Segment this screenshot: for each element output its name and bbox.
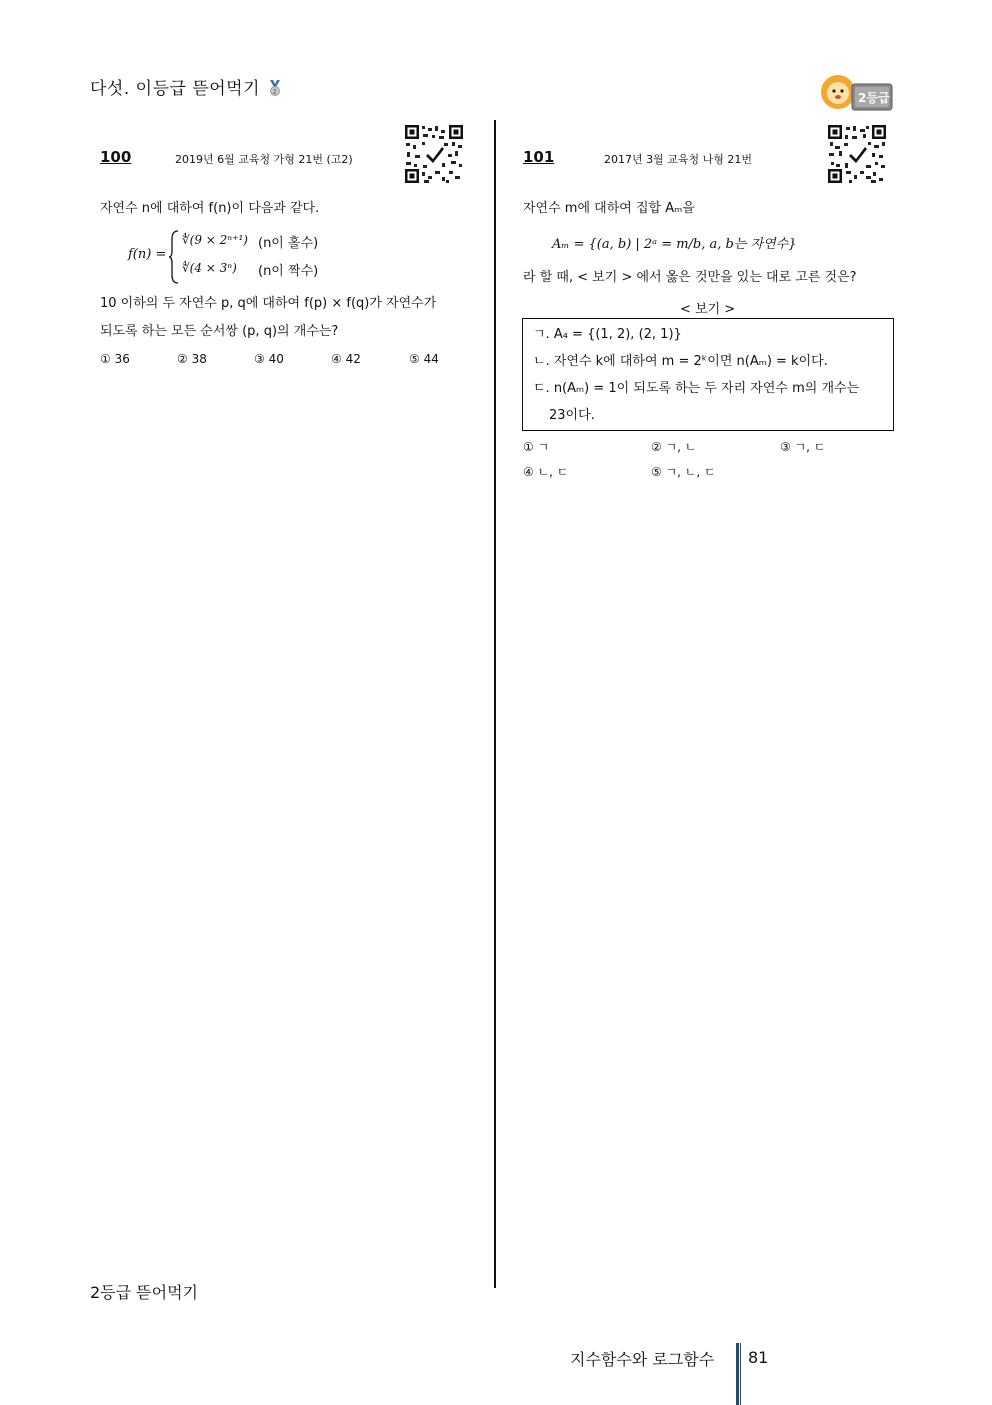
q100-choice-5[interactable]: ⑤ 44 [409, 352, 439, 366]
q100-choice-3[interactable]: ③ 40 [254, 352, 284, 366]
footer-book-title: 2등급 뜯어먹기 [90, 1283, 199, 1302]
q101-choice-4[interactable]: ④ ㄴ, ㄷ [523, 465, 569, 479]
question-number-100: 100 [100, 148, 132, 166]
chapter-title [90, 74, 281, 99]
q101-statement-line1: 자연수 m에 대하여 집합 Aₘ을 [523, 201, 695, 216]
q100-statement-line3: 되도록 하는 모든 순서쌍 (p, q)의 개수는? [100, 324, 339, 339]
q100-choice-1[interactable]: ① 36 [100, 352, 130, 366]
question-number-101: 101 [523, 148, 555, 166]
q100-statement-line1: 자연수 n에 대하여 f(n)이 다음과 같다. [100, 201, 320, 216]
q100-choice-4[interactable]: ④ 42 [331, 352, 361, 366]
qr-code-icon [404, 124, 464, 184]
q100-case1-expr: ∜(9 × 2ⁿ⁺¹) [182, 233, 248, 247]
bogi-box [522, 318, 894, 431]
q101-choice-2[interactable]: ② ㄱ, ㄴ [651, 440, 697, 454]
grade-badge: 2등급 [858, 91, 890, 105]
q101-set-definition: Aₘ = {(a, b) | 2ᵃ = m/b, a, b는 자연수} [552, 237, 797, 252]
column-divider [494, 120, 496, 1288]
question-source-100: 2019년 6월 교육청 가형 21번 (고2) [175, 153, 353, 166]
bogi-title: < 보기 > [680, 302, 736, 317]
q100-case2-cond: (n이 짝수) [258, 264, 319, 279]
q100-statement-line2: 10 이하의 두 자연수 p, q에 대하여 f(p) × f(q)가 자연수가 [100, 296, 437, 311]
q101-choice-3[interactable]: ③ ㄱ, ㄷ [780, 440, 826, 454]
qr-code-icon [827, 124, 887, 184]
bogi-item-3: ㄷ. n(Aₘ) = 1이 되도록 하는 두 자리 자연수 m의 개수는 [533, 381, 860, 396]
question-source-101: 2017년 3월 교육청 나형 21번 [604, 153, 752, 166]
bogi-item-1: ㄱ. A₄ = {(1, 2), (2, 1)} [533, 327, 682, 342]
svg-text:2: 2 [272, 88, 278, 96]
q100-function-lhs: f(n) = [128, 247, 167, 262]
footer-divider [736, 1343, 739, 1405]
q101-choice-5[interactable]: ⑤ ㄱ, ㄴ, ㄷ [651, 465, 716, 479]
q100-case1-cond: (n이 홀수) [258, 236, 319, 251]
q100-choice-2[interactable]: ② 38 [177, 352, 207, 366]
q101-choice-1[interactable]: ① ㄱ [523, 440, 550, 454]
footer-chapter: 지수함수와 로그함수 [570, 1350, 715, 1369]
footer-divider-thin [740, 1343, 741, 1405]
bogi-item-2: ㄴ. 자연수 k에 대하여 m = 2ᵏ이면 n(Aₘ) = k이다. [533, 354, 828, 369]
medal-icon [269, 80, 281, 96]
bogi-item-3-cont: 23이다. [549, 408, 595, 423]
q100-case2-expr: ∜(4 × 3ⁿ) [182, 261, 237, 275]
page-number: 81 [748, 1348, 769, 1367]
left-brace-icon [168, 229, 180, 285]
q101-statement-line2: 라 할 때, < 보기 > 에서 옳은 것만을 있는 대로 고른 것은? [523, 270, 857, 285]
chapter-title-text: 다섯. 이등급 뜯어먹기 [90, 79, 261, 99]
